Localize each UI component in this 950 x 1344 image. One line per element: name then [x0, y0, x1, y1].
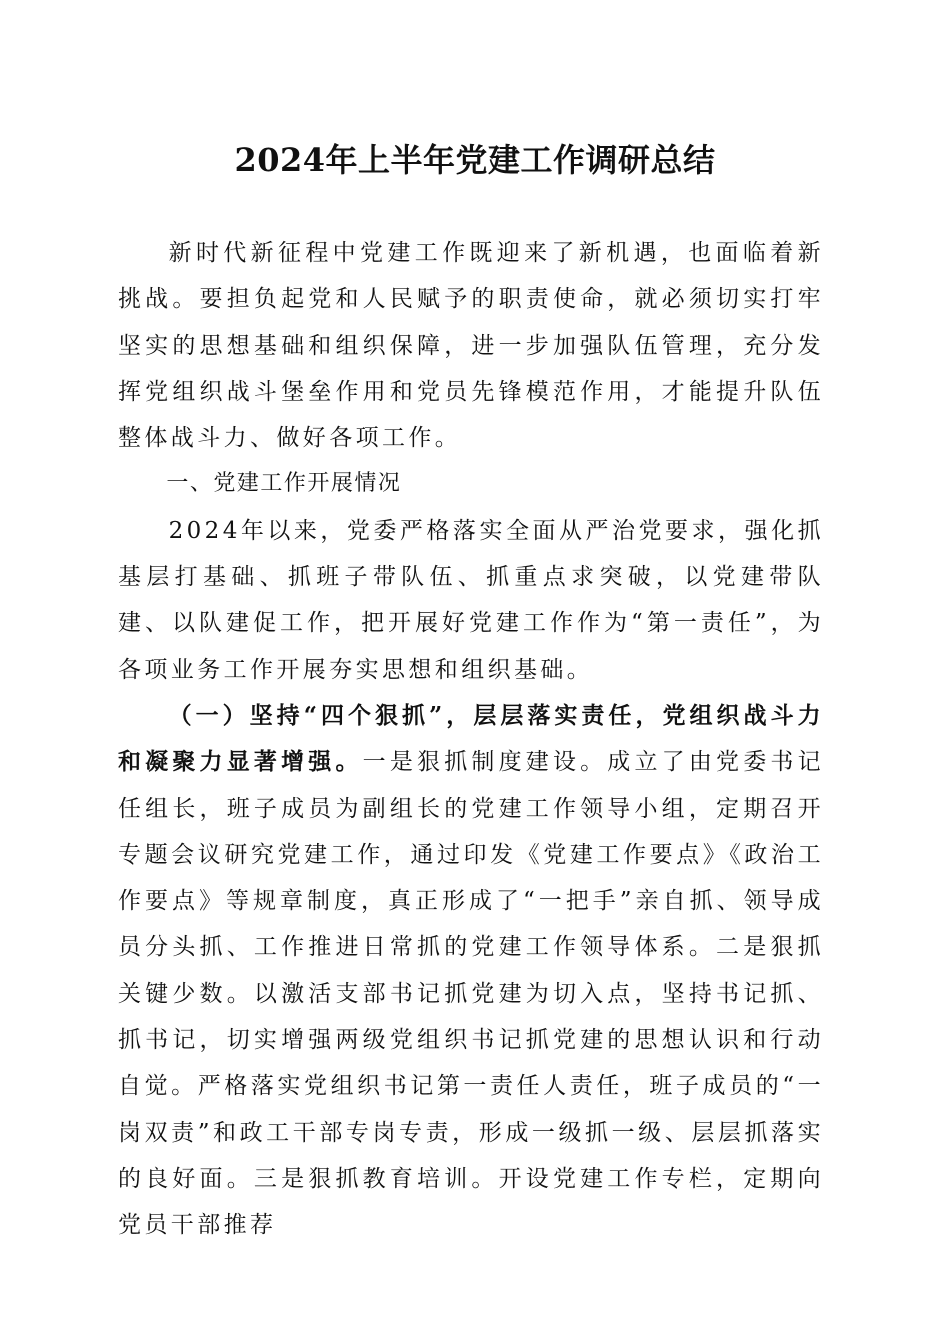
intro-paragraph: 新时代新征程中党建工作既迎来了新机遇，也面临着新挑战。要担负起党和人民赋予的职责使命，就必须切实打牢坚实的思想基础和组织保障，进一步加强队伍管理，充分发挥党组织战斗堡垒作用和党员先锋模范作用，才能提升队伍整体战斗力、做好各项工作。 — [118, 240, 824, 452]
document-title: 2024年上半年党建工作调研总结 — [234, 141, 716, 179]
subsection-heading: （一）坚持“四个狠抓”，层层落实责任，党组织战斗力和凝聚力显著增强。 — [118, 701, 824, 776]
subsection-paragraph — [118, 693, 824, 1249]
subsection-body: 一是狠抓制度建设。成立了由党委书记任组长，班子成员为副组长的党建工作领导小组，定期召开专题会议研究党建工作，通过印发《党建工作要点》《政治工作要点》等规章制度，真正形成了“一把手”亲自抓、领导成员分头抓、工作推进日常抓的党建工作领导体系。二是狠抓关键少数。以激活支部书记抓党建为切入点，坚持书记抓、抓书记，切实增强两级党组织书记抓党建的思想认识和行动自觉。严格落实党组织书记第一责任人责任，班子成员的“一岗双责”和政工干部专岗专责，形成一级抓一级、层层抓落实的良好面。三是狠抓教育培训。开设党建工作专栏，定期向党员干部推荐 — [118, 749, 824, 1239]
document-body — [118, 230, 824, 1249]
section-heading: 一、党建工作开展情况 — [166, 471, 402, 497]
overview-paragraph: 2024年以来，党委严格落实全面从严治党要求，强化抓基层打基础、抓班子带队伍、抓重点求突破，以党建带队建、以队建促工作，把开展好党建工作作为“第一责任”，为各项业务工作开展夯实思想和组织基础。 — [118, 517, 824, 683]
